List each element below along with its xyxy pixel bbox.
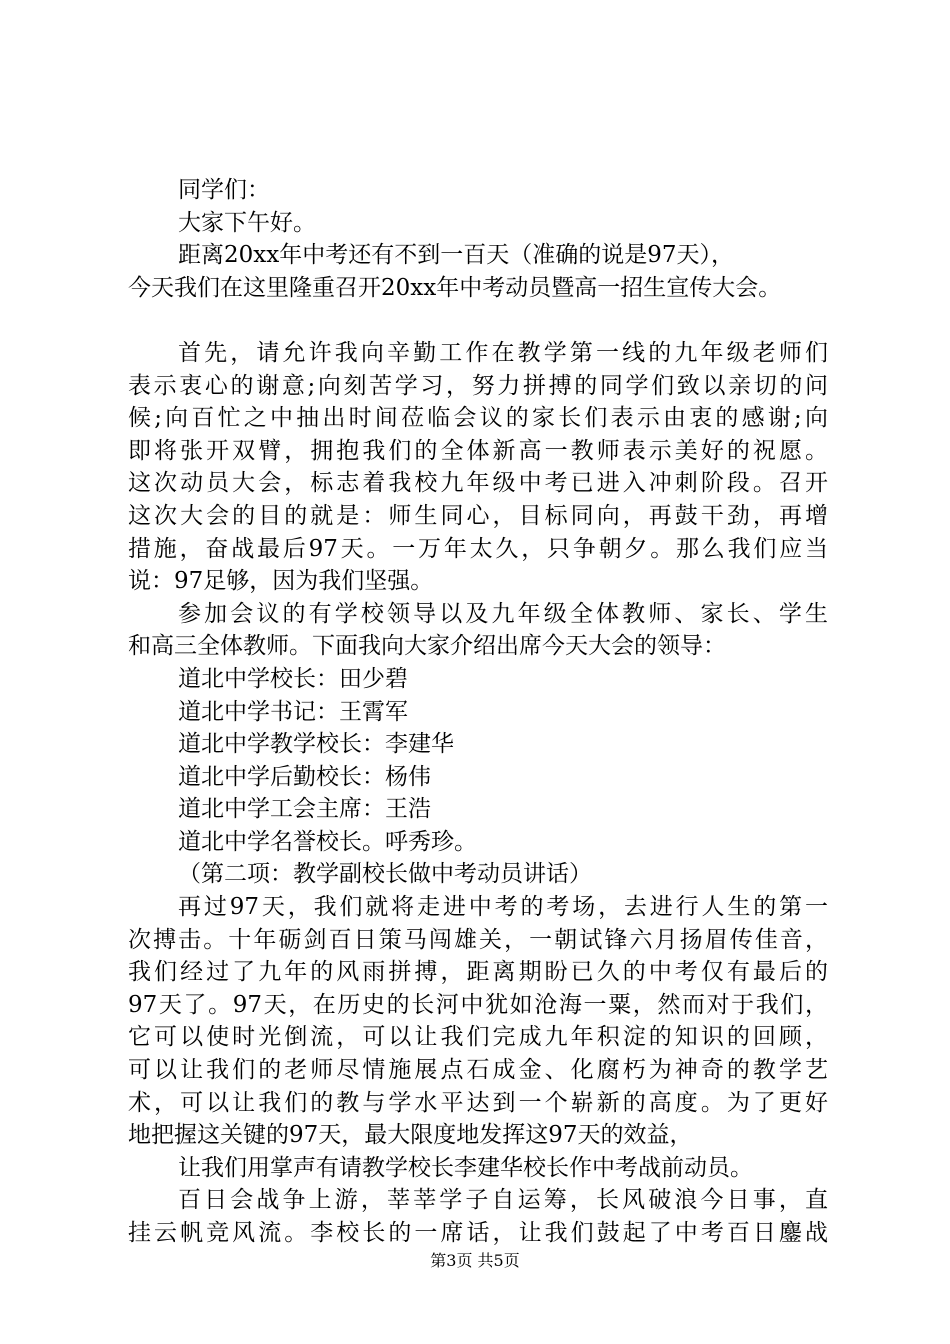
text-line: 道北中学校长：田少碧 [178,665,408,692]
text-line: 道北中学后勤校长：杨伟 [178,763,431,790]
text-line: 首先，请允许我向辛勤工作在教学第一线的九年级老师们 [178,339,828,366]
text-line: 说：97足够，因为我们坚强。 [128,568,434,595]
text-line: 即将张开双臂，拥抱我们的全体新高一教师表示美好的祝愿。 [128,437,828,464]
text-line: 这次动员大会，标志着我校九年级中考已进入冲刺阶段。召开 [128,470,828,497]
text-line: 挂云帆竞风流。李校长的一席话，让我们鼓起了中考百日鏖战 [128,1220,828,1246]
text-line: 道北中学名誉校长。呼秀珍。 [178,828,477,855]
text-line: 再过97天，我们就将走进中考的考场，去进行人生的第一 [178,894,828,921]
text-line: 距离20xx年中考还有不到一百天（准确的说是97天）， [178,242,734,269]
text-line: （第二项：教学副校长做中考动员讲话） [178,861,592,888]
text-line: 同学们： [178,177,270,203]
text-line: 措施，奋战最后97天。一万年太久，只争朝夕。那么我们应当 [128,535,828,562]
blank-line [128,304,828,337]
text-line: 和高三全体教师。下面我向大家介绍出席今天大会的领导： [128,633,726,660]
text-line: 道北中学教学校长：李建华 [178,731,454,758]
text-line: 地把握这关键的97天，最大限度地发挥这97天的效益， [128,1122,693,1149]
text-line: 参加会议的有学校领导以及九年级全体教师、家长、学生 [178,600,828,627]
text-line: 次搏击。十年砺剑百日策马闯雄关，一朝试锋六月扬眉传佳音， [128,926,828,953]
text-line: 这次大会的目的就是：师生同心，目标同向，再鼓干劲，再增 [128,502,828,529]
text-line: 百日会战争上游，莘莘学子自运筹，长风破浪今日事，直 [178,1187,828,1214]
text-line: 它可以使时光倒流，可以让我们完成九年积淀的知识的回顾， [128,1024,828,1051]
page-footer: 第3页 共5页 [430,1251,520,1270]
text-line: 97天了。97天，在历史的长河中犹如沧海一粟，然而对于我们， [128,991,828,1018]
text-line: 表示衷心的谢意;向刻苦学习，努力拼搏的同学们致以亲切的问 [128,372,828,399]
text-line: 道北中学书记：王霄军 [178,698,408,725]
text-line: 让我们用掌声有请教学校长李建华校长作中考战前动员。 [178,1154,753,1181]
text-line: 今天我们在这里隆重召开20xx年中考动员暨高一招生宣传大会。 [128,274,782,301]
text-line: 道北中学工会主席：王浩 [178,796,431,823]
text-line: 大家下午好。 [178,209,316,236]
document-body [128,174,828,1250]
text-line: 术，可以让我们的教与学水平达到一个崭新的高度。为了更好 [128,1089,828,1116]
text-line: 可以让我们的老师尽情施展点石成金、化腐朽为神奇的教学艺 [128,1057,828,1084]
text-line: 我们经过了九年的风雨拼搏，距离期盼已久的中考仅有最后的 [128,959,828,986]
text-line: 候;向百忙之中抽出时间莅临会议的家长们表示由衷的感谢;向 [128,405,828,432]
